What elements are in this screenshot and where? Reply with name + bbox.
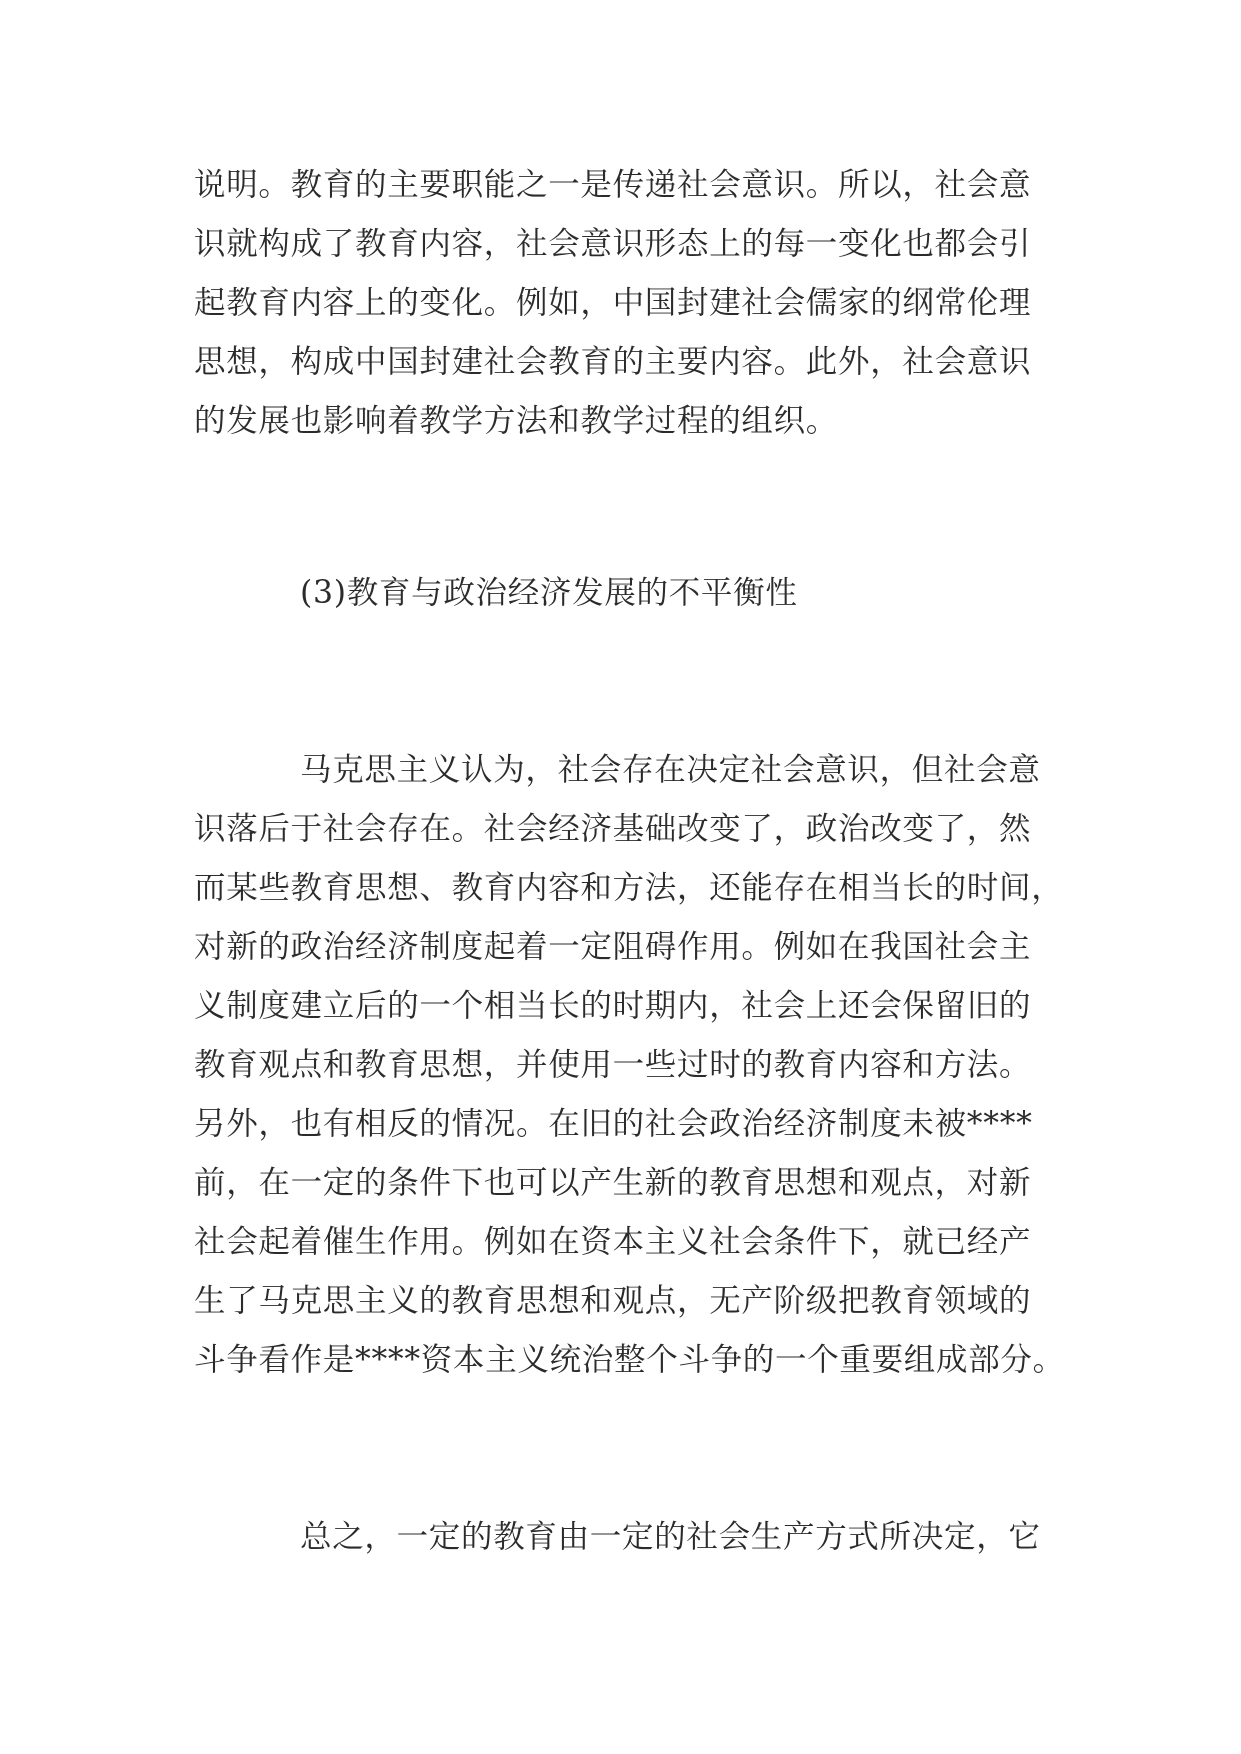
paragraph-1-line: 说明。教育的主要职能之一是传递社会意识。所以，社会意 bbox=[194, 167, 1032, 203]
paragraph-2-line: 生了马克思主义的教育思想和观点，无产阶级把教育领域的 bbox=[194, 1283, 1032, 1319]
paragraph-2-line: 识落后于社会存在。社会经济基础改变了，政治改变了，然 bbox=[194, 811, 1032, 847]
paragraph-1-line: 的发展也影响着教学方法和教学过程的组织。 bbox=[194, 403, 839, 439]
paragraph-2-line: 义制度建立后的一个相当长的时期内，社会上还会保留旧的 bbox=[194, 988, 1032, 1024]
paragraph-2-line: 马克思主义认为，社会存在决定社会意识，但社会意 bbox=[300, 752, 1041, 788]
paragraph-3-line: 总之，一定的教育由一定的社会生产方式所决定，它 bbox=[300, 1519, 1041, 1555]
paragraph-2-line: 另外，也有相反的情况。在旧的社会政治经济制度未被**** bbox=[194, 1106, 1033, 1142]
paragraph-1-line: 起教育内容上的变化。例如，中国封建社会儒家的纲常伦理 bbox=[194, 285, 1032, 321]
paragraph-2-line: 社会起着催生作用。例如在资本主义社会条件下，就已经产 bbox=[194, 1224, 1032, 1260]
paragraph-1-line: 识就构成了教育内容，社会意识形态上的每一变化也都会引 bbox=[194, 226, 1032, 262]
paragraph-2-line: 斗争看作是****资本主义统治整个斗争的一个重要组成部分。 bbox=[194, 1342, 1065, 1378]
paragraph-2-line: 教育观点和教育思想，并使用一些过时的教育内容和方法。 bbox=[194, 1047, 1032, 1083]
paragraph-2-line: 而某些教育思想、教育内容和方法，还能存在相当长的时间， bbox=[194, 870, 1064, 906]
section-heading: (3)教育与政治经济发展的不平衡性 bbox=[300, 575, 798, 611]
paragraph-1-line: 思想，构成中国封建社会教育的主要内容。此外，社会意识 bbox=[194, 344, 1032, 380]
paragraph-2-line: 对新的政治经济制度起着一定阻碍作用。例如在我国社会主 bbox=[194, 929, 1032, 965]
paragraph-2-line: 前，在一定的条件下也可以产生新的教育思想和观点，对新 bbox=[194, 1165, 1032, 1201]
